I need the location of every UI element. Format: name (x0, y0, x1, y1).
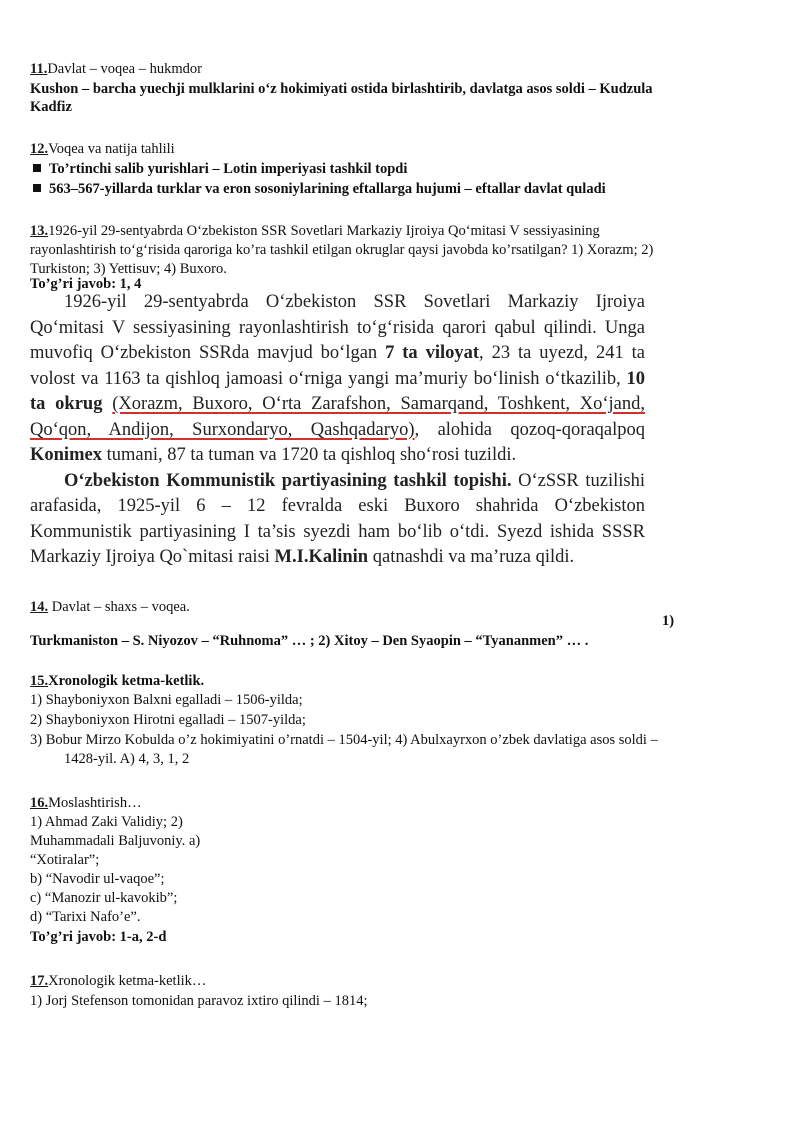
excerpt-paragraph: 1926-yil 29-sentyabrda O‘zbekiston SSR Sovetlari Markaziy Ijroiya Qo‘mitasi V sessiyasining rayonlashtirish to‘g‘risida qarori qabul qilindi. Unga muvofiq O‘zbekiston SSRda mavjud bo‘lgan 7 ta viloyat, 23 ta uyezd, 241 ta volost va 1163 ta qishloq jamoasi o‘rniga yangi ma’muriy bo‘linish o‘tkazilib, 10 ta okrug (Xorazm, Buxoro, O‘rta Zarafshon, Samarqand, Toshkent, Xo‘jand, Qo‘qon, Andijon, Surxondaryo, Qashqadaryo), alohida qozoq-qoraqalpoq Konimex tumani, 87 ta tuman va 1720 ta qishloq sho‘rosi tuzildi. (30, 292, 646, 465)
q11-answer: Kushon – barcha yuechji mulklarini o‘z hokimiyati ostida birlashtirib, davlatga asos soldi – Kudzula (30, 81, 653, 97)
q14-answer: Turkmaniston – S. Niyozov – “Ruhnoma” … ; 2) Xitoy – Den Syaopin – “Tyananmen” … . (30, 633, 589, 649)
okrug-list-underlined: (Xorazm, Buxoro, O‘rta Zarafshon, Samarqand, Toshkent, Xo‘jand, Qo‘qon, Andijon, Surxondaryo, Qashqadaryo) (30, 394, 646, 440)
q16-answer: To’g’ri javob: 1-a, 2-d (30, 929, 167, 945)
q16-line: b) “Navodir ul-vaqoe”; (30, 871, 165, 887)
q11-title-text: Davlat – voqea – hukmdor (47, 61, 202, 77)
bullet-square-icon (33, 184, 41, 192)
q15-number: 15. (30, 673, 49, 689)
excerpt-paragraph: O‘zbekiston Kommunistik partiyasining tashkil topishi. O‘zSSR tuzilishi arafasida, 1925-yil 6 – 12 fevralda eski Buxoro shahrida O‘zbekiston Kommunistik partiyasining I ta’sis syezdi ham bo‘lib o‘tdi. Syezd ishida SSSR Markaziy Ijroiya Qo`mitasi raisi M.I.Kalinin qatnashdi va ma’ruza qildi. (30, 470, 645, 567)
q17-item: 1) Jorj Stefenson tomonidan paravoz ixtiro qilindi – 1814; (30, 993, 368, 1009)
q12-title (30, 140, 175, 158)
q11-answer-cont: Kadfiz (30, 99, 72, 115)
q15-item: 2) Shayboniyxon Hirotni egalladi – 1507-yilda; (30, 712, 306, 728)
q13-question-line2: rayonlashtirish to‘g‘risida qaroriga ko’ra tashkil etilgan okruglar qaysi javobda ko’rsatilgan? 1) Xorazm; 2) (30, 242, 654, 258)
q16-line: d) “Tarixi Nafo’e”. (30, 909, 141, 925)
bullet-square-icon (33, 164, 41, 172)
q14-title: 14. Davlat – shaxs – voqea. (30, 599, 190, 615)
q16-line: c) “Manozir ul-kavokib”; (30, 890, 178, 906)
q12-number: 12. (30, 141, 49, 157)
q14-number: 14. (30, 599, 49, 615)
q13-question: 13.1926-yil 29-sentyabrda O‘zbekiston SSR Sovetlari Markaziy Ijroiya Qo‘mitasi V sessiyasining (30, 223, 600, 239)
q13-answer: To’g’ri javob: 1, 4 (30, 276, 142, 292)
q14-marker: 1) (662, 613, 675, 629)
q16-line: 1) Ahmad Zaki Validiy; 2) (30, 814, 183, 830)
q13-question-line3: Turkiston; 3) Yettisuv; 4) Buxoro. (30, 261, 227, 277)
q11-title (30, 60, 202, 78)
q12-title-text: Voqea va natija tahlili (48, 141, 175, 157)
q11-number: 11. (30, 61, 48, 77)
q16-title: 16.Moslashtirish… (30, 795, 142, 811)
q13-number: 13. (30, 223, 49, 239)
q15-item-cont: 1428-yil. A) 4, 3, 1, 2 (64, 751, 190, 767)
q16-line: “Xotiralar”; (30, 852, 100, 868)
q17-number: 17. (30, 973, 49, 989)
q16-number: 16. (30, 795, 49, 811)
q12-item: 563–567-yillarda turklar va eron sosoniylarining eftallarga hujumi – eftallar davlat quladi (30, 180, 606, 198)
q15-item: 3) Bobur Mirzo Kobulda o’z hokimiyatini o’rnatdi – 1504-yil; 4) Abulxayrxon o’zbek davlatiga asos soldi – (30, 732, 658, 748)
q15-title: 15.Xronologik ketma-ketlik. (30, 673, 205, 689)
q17-title: 17.Xronologik ketma-ketlik… (30, 973, 207, 989)
q15-item: 1) Shayboniyxon Balxni egalladi – 1506-yilda; (30, 692, 303, 708)
textbook-excerpt-image (30, 290, 645, 571)
q16-line: Muhammadali Baljuvoniy. a) (30, 833, 201, 849)
q12-item: To’rtinchi salib yurishlari – Lotin imperiyasi tashkil topdi (30, 160, 407, 178)
